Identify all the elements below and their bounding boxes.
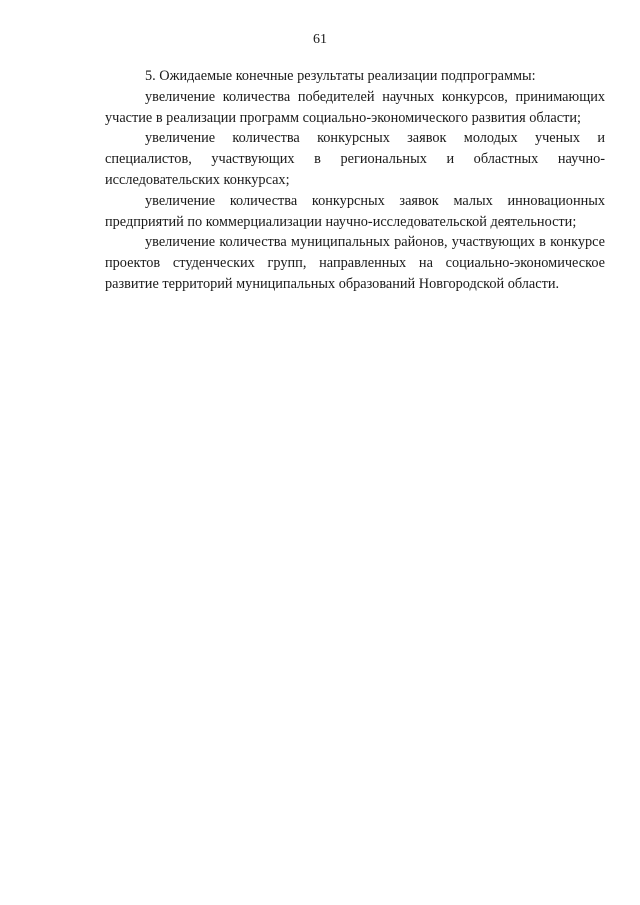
result-item-1: увеличение количества победителей научных конкурсов, принимающих участие в реализации программ социально-экономического развития области;: [105, 88, 605, 126]
result-item-2: увеличение количества конкурсных заявок молодых ученых и специалистов, участвующих в региональных и областных научно-исследовательских конкурсах;: [105, 130, 605, 188]
document-body: [105, 66, 605, 295]
result-item-4: увеличение количества муниципальных районов, участвующих в конкурсе проектов студенческих групп, направленных на социально-экономическое развитие территорий муниципальных образований Новгородской области.: [105, 234, 605, 292]
section-heading: 5. Ожидаемые конечные результаты реализации подпрограммы:: [145, 68, 536, 84]
page-number: 61: [313, 32, 327, 47]
result-item-3: увеличение количества конкурсных заявок малых инновационных предприятий по коммерциализации научно-исследовательской деятельности;: [105, 192, 605, 230]
